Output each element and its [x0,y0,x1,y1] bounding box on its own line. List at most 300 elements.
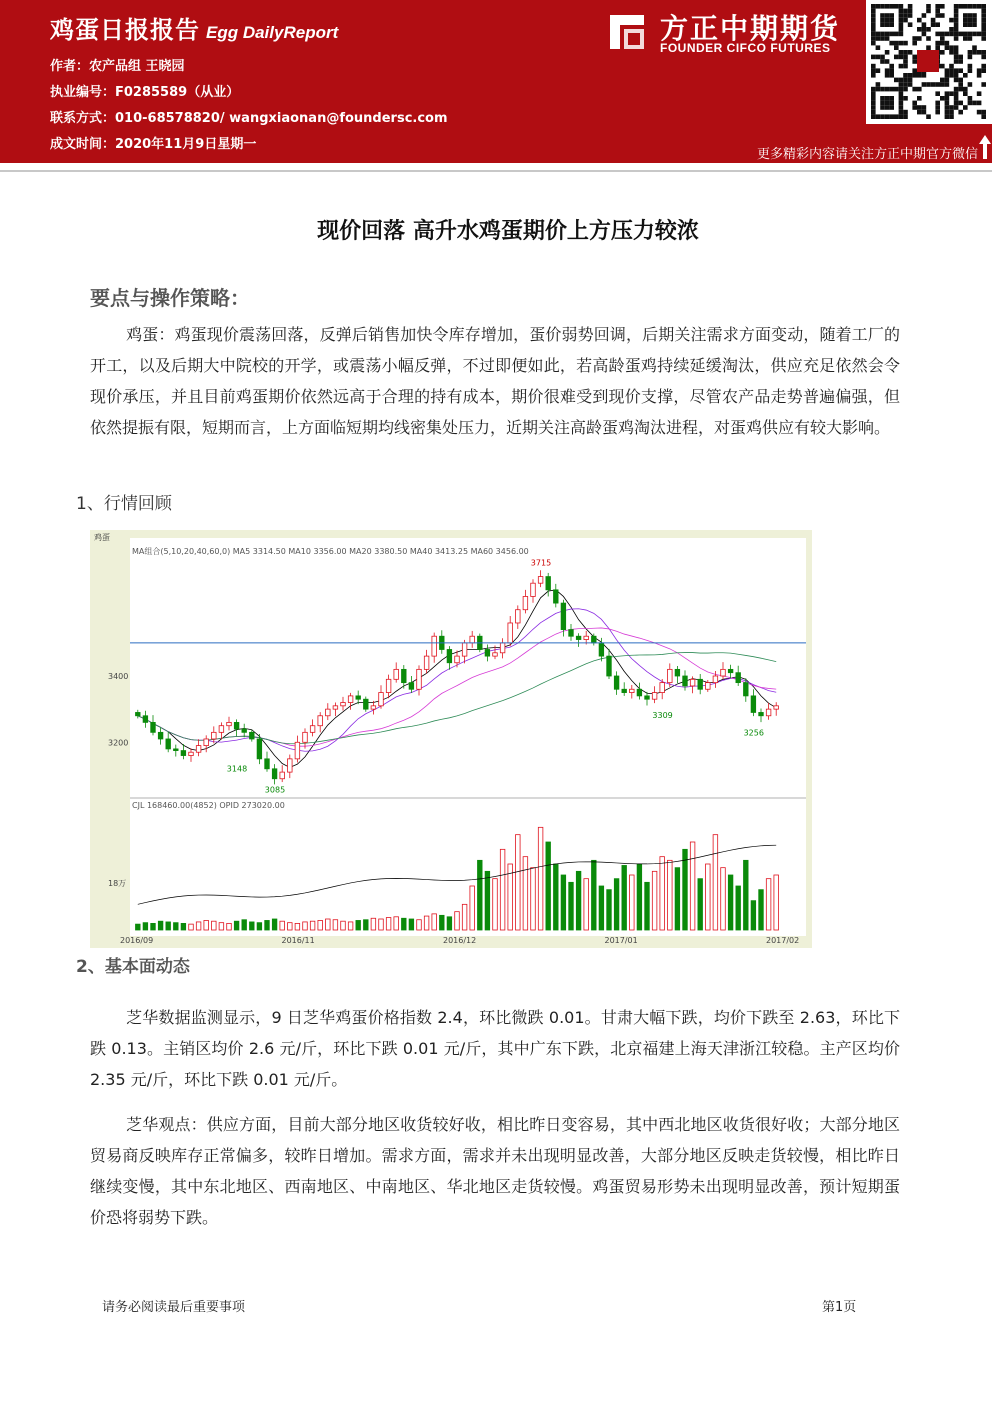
qr-module [894,114,899,119]
candle-body [181,751,186,756]
qr-module [945,41,950,46]
qr-module [954,22,959,27]
price-index-paragraph: 芝华数据监测显示，9 日芝华鸡蛋价格指数 2.4，环比微跌 0.01。甘肃大幅下跌，均价下跌至 2.63，环比下跌 0.13。主销区均价 2.6 元/斤，环比下跌 0.01 元/斤，其中广东下跌，北京福建上海天津浙江较稳。主产区均价 2.35 元/斤，环比下跌 0.01 元/斤。 [90,1008,900,1089]
candle-body [295,742,300,759]
qr-module [940,13,945,18]
qr-module [885,18,890,23]
volume-bar [721,868,726,930]
qr-module [977,73,982,78]
qr-module [963,91,968,96]
volume-bar [189,924,194,930]
qr-module [935,41,940,46]
candle-body [630,689,635,692]
qr-module [899,55,904,60]
candle-body [599,643,604,656]
zhihua-view-paragraph: 芝华观点：供应方面，目前大部分地区收货较好收，相比昨日变容易，其中西北地区收货很好收；大部分地区贸易商反映库存正常偏多，较昨日增加。需求方面，需求并未出现明显改善，大部分地区反映走货较慢，相比昨日继续变慢，其中东北地区、西南地区、中南地区、华北地区走货较慢。鸡蛋贸易形势未出现明显改善，预计短期蛋价恐将弱势下跌。 [90,1115,900,1227]
qr-module [981,4,986,9]
qr-module [935,4,940,9]
qr-module [912,101,917,106]
qr-module [871,4,876,9]
volume-bar [151,923,156,930]
qr-module [876,68,881,73]
qr-module [912,59,917,64]
candle-body [538,577,543,584]
price-annotation-high: 3715 [530,558,552,568]
qr-module [935,110,940,115]
qr-module [981,32,986,37]
volume-bar [470,886,475,930]
candle-body [348,696,353,703]
candle-body [364,699,369,709]
volume-bar [462,904,467,930]
qr-module [885,4,890,9]
qr-module [977,101,982,106]
qr-module [963,73,968,78]
candle-body [242,729,247,732]
volume-bar [607,890,612,930]
qr-module [935,22,940,27]
qr-module [949,73,954,78]
qr-module [940,41,945,46]
qr-module [931,82,936,87]
section-heading-fundamentals: 2、基本面动态 [76,957,190,977]
qr-module [908,4,913,9]
volume-bar [683,849,688,930]
qr-module [885,73,890,78]
candle-body [493,653,498,656]
candle-body [212,732,217,739]
volume-bar [341,921,346,930]
qr-module [903,41,908,46]
qr-module [871,41,876,46]
volume-bar [751,901,756,930]
x-tick-label: 2016/09 [120,936,154,945]
qr-module [876,87,881,92]
qr-module [958,87,963,92]
qr-module [871,105,876,110]
volume-bar [219,923,224,930]
qr-module [981,64,986,69]
qr-module [908,22,913,27]
candle-body [158,732,163,739]
volume-bar [668,860,673,930]
qr-module [899,41,904,46]
candle-body [189,752,194,755]
volume-bar [250,922,255,930]
volume-bar [402,918,407,930]
qr-module [972,22,977,27]
volume-bar [766,879,771,930]
qr-module [871,91,876,96]
qr-module [912,87,917,92]
qr-module [876,55,881,60]
volume-bar [242,920,247,930]
x-tick-label: 2016/11 [281,936,315,945]
candle-body [166,739,171,749]
volume-bar [440,915,445,930]
qr-module [880,105,885,110]
candle-body [341,703,346,706]
volume-bar [485,871,490,930]
price-annotation-low2: 3085 [264,785,286,795]
qr-module [917,73,922,78]
qr-module [922,110,927,115]
volume-bar [630,875,635,930]
qr-module [972,32,977,37]
logo-text-en: FOUNDER CIFCO FUTURES [660,41,831,55]
candle-body [386,679,391,692]
qr-module [917,96,922,101]
candle-body [774,706,779,709]
qr-module [871,18,876,23]
qr-module [899,96,904,101]
volume-bar [698,879,703,930]
qr-module [981,22,986,27]
qr-module [871,22,876,27]
candle-body [265,759,270,769]
volume-bar [713,835,718,930]
candle-body [569,630,574,637]
qr-module [954,9,959,14]
qr-module [945,32,950,37]
qr-module [889,13,894,18]
qr-module [903,59,908,64]
candle-body [690,679,695,686]
candle-body [371,706,376,709]
qr-module [889,68,894,73]
volume-bar [348,922,353,930]
qr-module [972,50,977,55]
qr-module [977,32,982,37]
volume-bar [706,864,711,930]
qr-module [958,59,963,64]
qr-module [885,22,890,27]
qr-module [981,114,986,119]
qr-module [926,9,931,14]
volume-bar [516,835,521,930]
candle-body [751,696,756,713]
qr-module [876,45,881,50]
page-number: 第1页 [822,1300,857,1315]
strategy-paragraph: 鸡蛋：鸡蛋现价震荡回落，反弹后销售加快令库存增加，蛋价弱势回调，后期关注需求方面变动，随着工厂的开工，以及后期大中院校的开学，或震荡小幅反弹，不过即便如此，若高龄蛋鸡持续延缓淘汰，供应充足依然会令现价承压，并且目前鸡蛋期价依然远高于合理的持有成本，期价很难受到现价支撑，尽管农产品走势普遍偏强，但依然提振有限，短期而言，上方面临短期均线密集处压力，近期关注高龄蛋鸡淘汰进程，对蛋鸡供应有较大影响。 [90,325,900,437]
qr-module [880,4,885,9]
qr-module [899,105,904,110]
qr-module [899,101,904,106]
candle-body [500,643,505,653]
qr-module [917,18,922,23]
candle-body [356,696,361,699]
qr-module [968,4,973,9]
qr-module [949,45,954,50]
qr-module [968,96,973,101]
candle-body [584,636,589,639]
qr-module [880,13,885,18]
qr-module [889,101,894,106]
qr-module [880,55,885,60]
qr-module [885,13,890,18]
candle-body [614,676,619,689]
candle-body [660,683,665,693]
qr-module [899,9,904,14]
qr-module [889,64,894,69]
qr-module [935,82,940,87]
volume-bar [614,879,619,930]
qr-module [926,114,931,119]
qr-module [926,4,931,9]
volume-bar [675,868,680,930]
qr-module [876,36,881,41]
volume-bar [174,923,179,930]
volume-bar [288,923,293,930]
egg-futures-chart [90,530,812,948]
qr-module [903,9,908,14]
qr-module [968,32,973,37]
volume-bar [394,917,399,930]
qr-module [899,110,904,115]
qr-module [963,18,968,23]
volume-bar [417,920,422,930]
volume-bar [569,882,574,930]
qr-module [922,13,927,18]
qr-module [908,50,913,55]
qr-module [899,87,904,92]
ma-legend: MA组合(5,10,20,40,60,0) MA5 3314.50 MA10 3356.00 MA20 3380.50 MA40 3413.25 MA60 3456.00 [132,547,529,556]
volume-bar [257,923,262,930]
qr-module [963,87,968,92]
qr-module [940,36,945,41]
qr-module [899,13,904,18]
qr-module [963,22,968,27]
qr-module [949,91,954,96]
up-arrow-icon [978,134,992,160]
qr-module [899,4,904,9]
volume-bar [310,921,315,930]
qr-module [903,64,908,69]
qr-module [899,50,904,55]
qr-module [880,32,885,37]
volume-bar [204,920,209,930]
candle-body [310,726,315,733]
qr-module [885,50,890,55]
qr-module [949,50,954,55]
qr-module [899,91,904,96]
candle-body [759,712,764,715]
qr-module [871,9,876,14]
qr-module [954,68,959,73]
qr-module [949,105,954,110]
report-title [50,10,338,45]
candle-body [447,649,452,662]
qr-module [903,78,908,83]
candle-body [432,636,437,656]
qr-module [945,110,950,115]
footer-notice: 请务必阅读最后重要事项 [102,1300,246,1315]
candle-body [576,636,581,639]
qr-module [977,91,982,96]
qr-module [954,73,959,78]
qr-module [899,27,904,32]
candle-body [424,656,429,669]
volume-bar [364,920,369,930]
candle-body [204,739,209,746]
qr-module [963,13,968,18]
qr-module [958,101,963,106]
qr-module [894,41,899,46]
volume-bar [637,864,642,930]
qr-module [899,18,904,23]
qr-module [880,114,885,119]
candle-body [280,772,285,779]
qr-module [903,114,908,119]
report-title-en: Egg DailyReport [206,23,339,42]
candle-body [303,732,308,742]
candle-body [622,689,627,692]
qr-module [968,55,973,60]
qr-module [899,64,904,69]
candle-body [508,623,513,643]
candle-body [721,669,726,676]
volume-bar [744,860,749,930]
qr-module [935,13,940,18]
volume-bar [523,857,528,930]
qr-module [968,13,973,18]
volume-bar [136,924,141,930]
qr-module [981,110,986,115]
candle-body [227,722,232,725]
volume-bar [645,882,650,930]
qr-module [912,105,917,110]
qr-module [958,4,963,9]
volume-bar [234,921,239,930]
candle-body [394,669,399,679]
qr-module [880,87,885,92]
volume-bar [356,920,361,930]
qr-module [935,101,940,106]
qr-module [899,114,904,119]
qr-module [917,87,922,92]
qr-module [885,114,890,119]
qr-module [981,18,986,23]
qr-module [940,78,945,83]
qr-module [871,68,876,73]
qr-module [968,82,973,87]
qr-module [945,45,950,50]
qr-module [871,96,876,101]
qr-module [922,22,927,27]
license-line: 执业编号：F0285589（从业） [50,85,240,100]
qr-module [903,87,908,92]
qr-module [926,82,931,87]
qr-module [977,50,982,55]
report-header [0,0,992,163]
qr-module [963,32,968,37]
qr-module [912,41,917,46]
qr-module [903,82,908,87]
qr-module [922,32,927,37]
candle-body [196,746,201,753]
candle-body [546,577,551,590]
qr-module [922,73,927,78]
qr-module [935,9,940,14]
contact-line: 联系方式：010-68578820/ wangxiaonan@foundersc.com [50,111,448,126]
qr-module [926,36,931,41]
qr-module [981,55,986,60]
qr-module [954,59,959,64]
qr-module [908,73,913,78]
qr-module [949,32,954,37]
price-annotation-low3: 3309 [652,711,673,721]
date-line: 成文时间：2020年11月9日星期一 [50,137,257,152]
qr-module [908,78,913,83]
qr-module [972,101,977,106]
qr-module [926,27,931,32]
volume-bar [379,919,384,930]
qr-module [908,9,913,14]
volume-bar [265,920,270,930]
x-tick-label: 2017/01 [604,936,638,945]
qr-module [889,22,894,27]
volume-tick-label: 18万 [108,879,127,888]
qr-module [949,110,954,115]
volume-bar [143,923,148,930]
qr-module [885,32,890,37]
qr-module [968,68,973,73]
candle-body [706,683,711,690]
qr-module [876,114,881,119]
qr-module [889,4,894,9]
qr-module [945,73,950,78]
qr-module [968,64,973,69]
qr-module [876,4,881,9]
candle-body [136,712,141,715]
qr-module [880,96,885,101]
candle-body [379,693,384,706]
qr-module [940,96,945,101]
qr-module [912,68,917,73]
volume-bar [181,923,186,930]
candle-body [554,590,559,603]
qr-module [945,91,950,96]
candle-body [151,722,156,732]
candle-body [485,649,490,656]
volume-bar [554,864,559,930]
qr-module [981,82,986,87]
volume-bar [326,919,331,930]
qr-module [949,68,954,73]
volume-bar [455,912,460,930]
qr-module [894,45,899,50]
candle-body [143,716,148,723]
qr-module [968,101,973,106]
qr-module [876,32,881,37]
qr-module [945,78,950,83]
qr-module [945,68,950,73]
volume-bar [500,849,505,930]
qr-module [894,32,899,37]
qr-module [958,82,963,87]
volume-bar [599,886,604,930]
candle-body [462,643,467,656]
qr-module [922,27,927,32]
qr-module [968,36,973,41]
candle-body [455,656,460,663]
volume-bar [660,857,665,930]
y-tick-label: 3400 [108,672,129,681]
qr-module [945,114,950,119]
qr-module [908,82,913,87]
qr-module [917,36,922,41]
qr-module [963,36,968,41]
